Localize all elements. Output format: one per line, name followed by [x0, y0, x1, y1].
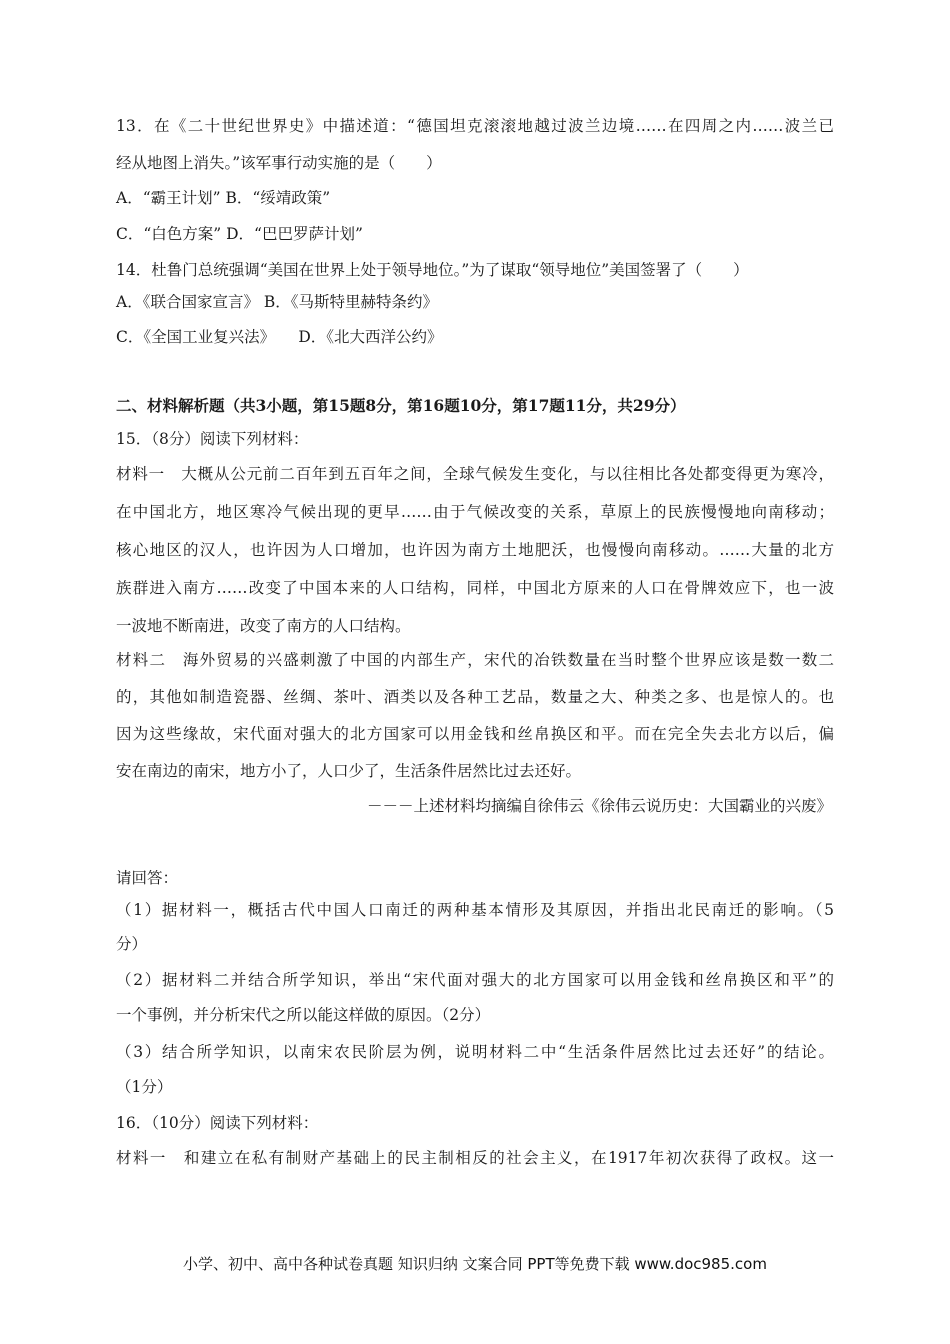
- sub-question-3-line-1: （3）结合所学知识，以南宋农民阶层为例，说明材料二中“生活条件居然比过去还好”的结论。: [116, 1043, 834, 1061]
- page-footer: 小学、初中、高中各种试卷真题 知识归纳 文案合同 PPT等免费下载 www.doc985.com: [183, 1255, 767, 1273]
- material-1-line-4: 族群进入南方……改变了中国本来的人口结构，同样，中国北方原来的人口在骨牌效应下，也一波: [116, 579, 834, 597]
- material-2-line-1: 材料二 海外贸易的兴盛刺激了中国的内部生产，宋代的冶铁数量在当时整个世界应该是数一数二: [116, 651, 834, 669]
- sub-question-1-line-2: 分）: [116, 935, 148, 953]
- question-13-line-1: 13．在《二十世纪世界史》中描述道：“德国坦克滚滚地越过波兰边境……在四周之内……波兰已: [116, 117, 834, 135]
- question-15: 15．（8分）阅读下列材料：: [116, 430, 309, 448]
- question-14-options-ab: A．《联合国家宣言》 B．《马斯特里赫特条约》: [116, 293, 439, 311]
- material-2-line-2: 的，其他如制造瓷器、丝绸、茶叶、酒类以及各种工艺品，数量之大、种类之多、也是惊人的。也: [116, 688, 834, 706]
- material-1-line-5: 一波地不断南进，改变了南方的人口结构。: [116, 617, 411, 635]
- material-16-line-1: 材料一 和建立在私有制财产基础上的民主制相反的社会主义，在1917年初次获得了政权。这一: [116, 1149, 834, 1167]
- section-2-heading: 二、材料解析题（共3小题，第15题8分，第16题10分，第17题11分，共29分）: [116, 396, 686, 415]
- question-14-options-cd: C．《全国工业复兴法》 D．《北大西洋公约》: [116, 328, 443, 346]
- sub-question-1-line-1: （1）据材料一，概括古代中国人口南迁的两种基本情形及其原因，并指出北民南迁的影响。（5: [116, 901, 834, 919]
- question-13-options-ab: A．“霸王计划” B．“绥靖政策”: [116, 189, 331, 207]
- material-source: －－－上述材料均摘编自徐伟云《徐伟云说历史：大国霸业的兴废》: [366, 797, 832, 815]
- material-1-line-3: 核心地区的汉人，也许因为人口增加，也许因为南方土地肥沃，也慢慢向南移动。……大量的北方: [116, 541, 834, 559]
- question-13-line-2: 经从地图上消失。”该军事行动实施的是（ ）: [116, 154, 442, 172]
- material-2-line-4: 安在南边的南宋，地方小了，人口少了，生活条件居然比过去还好。: [116, 762, 582, 780]
- question-13-options-cd: C．“白色方案” D．“巴巴罗萨计划”: [116, 225, 363, 243]
- sub-question-2-line-1: （2）据材料二并结合所学知识，举出“宋代面对强大的北方国家可以用金钱和丝帛换区和平”的: [116, 971, 834, 989]
- sub-question-3-line-2: （1分）: [116, 1078, 173, 1096]
- material-1-line-2: 在中国北方，地区寒冷气候出现的更早……由于气候改变的关系，草原上的民族慢慢地向南移动；: [116, 503, 834, 521]
- question-16: 16．（10分）阅读下列材料：: [116, 1114, 319, 1132]
- material-1-line-1: 材料一 大概从公元前二百年到五百年之间，全球气候发生变化，与以往相比各处都变得更为寒冷，: [116, 465, 834, 483]
- material-2-line-3: 因为这些缘故，宋代面对强大的北方国家可以用金钱和丝帛换区和平。而在完全失去北方以后，偏: [116, 725, 834, 743]
- answer-prompt: 请回答：: [116, 869, 179, 887]
- sub-question-2-line-2: 一个事例，并分析宋代之所以能这样做的原因。（2分）: [116, 1006, 491, 1024]
- question-14: 14．杜鲁门总统强调“美国在世界上处于领导地位。”为了谋取“领导地位”美国签署了（ ）: [116, 261, 749, 279]
